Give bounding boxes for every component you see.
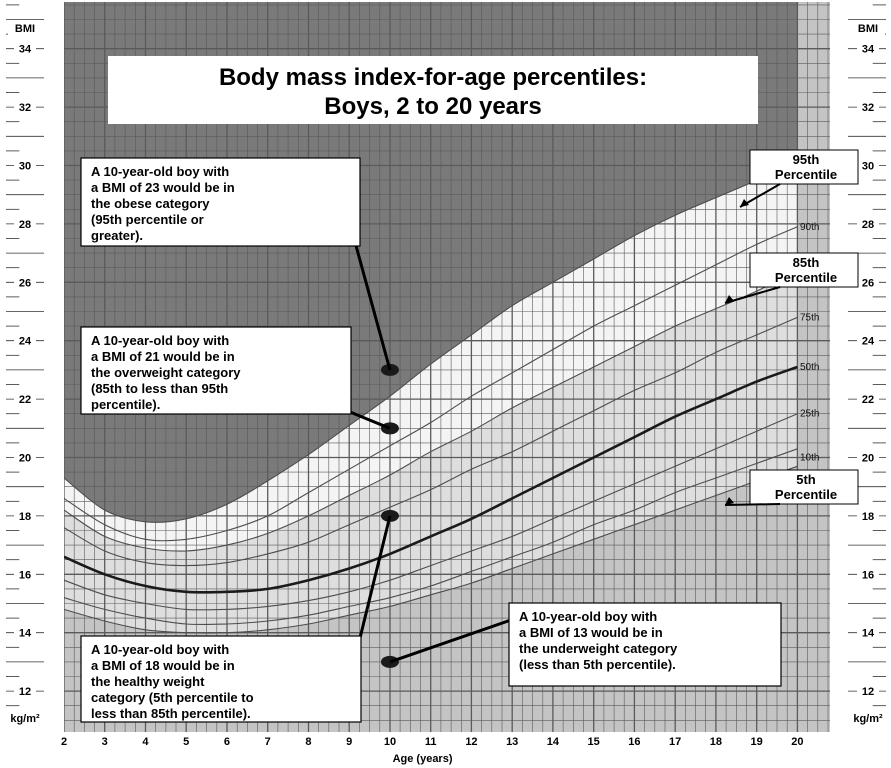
percentile-label-p10: 10th xyxy=(800,452,820,464)
y-tick-label-right: 18 xyxy=(861,510,875,523)
x-tick-label: 5 xyxy=(183,736,190,748)
percentile-label-p50: 50th xyxy=(800,362,820,373)
callout-text: A 10-year-old boy with xyxy=(91,333,230,348)
callout-text: the healthy weight xyxy=(91,674,205,689)
x-tick-label: 20 xyxy=(791,736,804,748)
x-tick-label: 15 xyxy=(587,736,600,748)
y-tick-label-left: 20 xyxy=(18,452,32,465)
callout-text: a BMI of 18 would be in xyxy=(91,658,235,673)
y-tick-label-right: 34 xyxy=(861,43,875,56)
x-tick-label: 19 xyxy=(750,736,763,748)
x-tick-label: 16 xyxy=(628,736,641,748)
x-tick-label: 17 xyxy=(669,736,682,748)
chart-subtitle: Boys, 2 to 20 years xyxy=(324,93,542,120)
percentile-label-p25: 25th xyxy=(800,408,820,420)
x-tick-label: 11 xyxy=(424,736,437,748)
callout-text: (less than 5th percentile). xyxy=(519,657,676,672)
percentile-box-text: Percentile xyxy=(774,167,838,182)
x-tick-label: 4 xyxy=(142,736,149,748)
y-tick-label-right: 22 xyxy=(861,394,875,407)
percentile-box-text: Percentile xyxy=(774,270,838,285)
y-tick-label-left: 28 xyxy=(18,218,32,231)
callout-text: a BMI of 13 would be in xyxy=(519,625,663,640)
percentile-box-text: 5th xyxy=(796,472,816,487)
callout-text: A 10-year-old boy with xyxy=(91,642,230,657)
y-tick-label-left: 32 xyxy=(18,102,32,115)
left-axis-panel xyxy=(0,0,64,768)
y-tick-label-left: 18 xyxy=(18,510,32,523)
percentile-box-text: Percentile xyxy=(774,487,838,502)
callout-text: (95th percentile or xyxy=(91,212,204,227)
right-axis-panel xyxy=(830,0,891,768)
y-tick-label-right: 24 xyxy=(861,335,875,348)
callout-text: the underweight category xyxy=(519,641,678,656)
x-tick-label: 8 xyxy=(305,736,312,748)
x-tick-label: 13 xyxy=(506,736,519,748)
callout-text: the overweight category xyxy=(91,365,241,380)
y-tick-label-left: 14 xyxy=(18,627,32,640)
x-tick-label: 3 xyxy=(101,736,108,748)
callout-text: A 10-year-old boy with xyxy=(91,164,230,179)
ylabel-top: BMI xyxy=(857,23,879,35)
x-tick-label: 6 xyxy=(223,736,231,748)
callout-text: category (5th percentile to xyxy=(91,690,254,705)
y-tick-label-right: 16 xyxy=(861,569,875,582)
y-tick-label-left: 26 xyxy=(18,277,32,290)
callout-text: A 10-year-old boy with xyxy=(519,609,658,624)
percentile-arrow xyxy=(725,504,780,505)
ylabel-bottom: kg/m² xyxy=(10,713,40,725)
x-tick-label: 9 xyxy=(346,736,353,748)
callout-text: less than 85th percentile). xyxy=(91,706,251,721)
y-tick-label-right: 30 xyxy=(861,160,875,173)
ylabel-bottom: kg/m² xyxy=(853,713,883,725)
percentile-label-p90: 90th xyxy=(800,221,820,233)
callout-text: the obese category xyxy=(91,196,210,211)
y-tick-label-left: 16 xyxy=(18,569,32,582)
x-tick-label: 10 xyxy=(383,736,397,748)
y-tick-label-left: 34 xyxy=(18,43,32,56)
y-tick-label-left: 22 xyxy=(18,394,32,407)
x-tick-label: 14 xyxy=(546,736,560,748)
percentile-box-text: 95th xyxy=(792,152,820,167)
y-tick-label-right: 14 xyxy=(861,627,875,640)
y-tick-label-right: 28 xyxy=(861,218,875,231)
chart-title: Body mass index-for-age percentiles: xyxy=(218,64,648,91)
callout-text: percentile). xyxy=(91,397,161,412)
y-tick-label-left: 12 xyxy=(18,686,32,699)
percentile-label-p75: 75th xyxy=(800,312,820,324)
x-tick-label: 18 xyxy=(709,736,723,748)
callout-text: a BMI of 23 would be in xyxy=(91,180,235,195)
callout-text: greater). xyxy=(91,228,144,243)
y-tick-label-right: 26 xyxy=(861,277,875,290)
percentile-box-text: 85th xyxy=(792,255,820,270)
x-tick-label: 12 xyxy=(465,736,478,748)
y-tick-label-left: 30 xyxy=(18,160,32,173)
ylabel-top: BMI xyxy=(14,23,36,35)
x-tick-label: 2 xyxy=(60,736,68,748)
callout-text: (85th to less than 95th xyxy=(91,381,229,396)
x-tick-label: 7 xyxy=(264,736,271,748)
y-tick-label-right: 12 xyxy=(861,686,875,699)
y-tick-label-left: 24 xyxy=(18,335,32,348)
y-tick-label-right: 32 xyxy=(861,102,875,115)
callout-text: a BMI of 21 would be in xyxy=(91,349,235,364)
x-axis-label: Age (years) xyxy=(392,753,453,765)
y-tick-label-right: 20 xyxy=(861,452,875,465)
